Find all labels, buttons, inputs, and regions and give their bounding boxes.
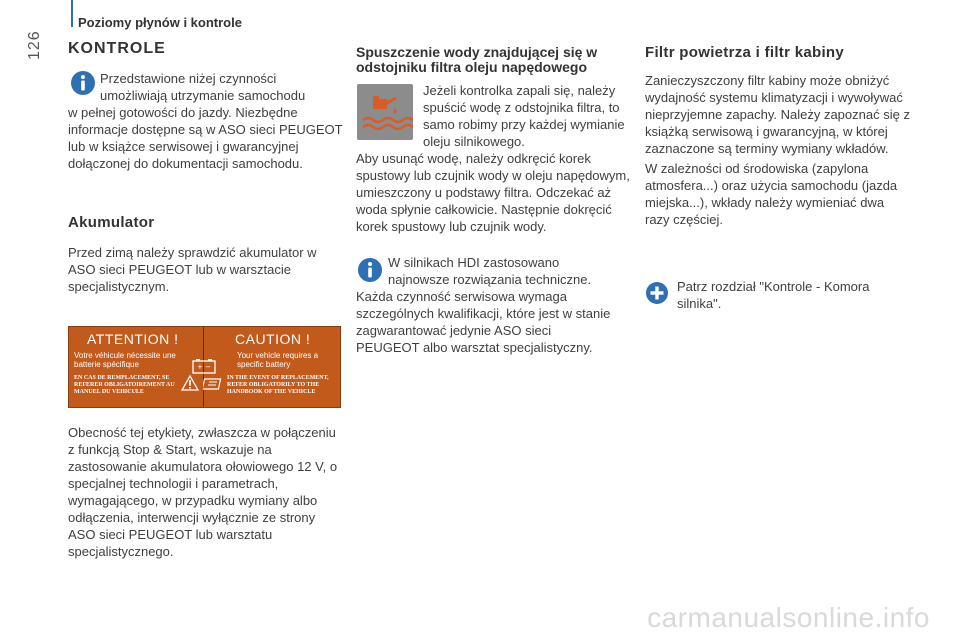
- label-attention: ATTENTION !: [87, 331, 179, 347]
- kontrole-title: KONTROLE: [68, 40, 166, 57]
- intro-text-rest: w pełnej gotowości do jazdy. Niezbędne informacje dostępne są w ASO sieci PEUGEOT lub w książce serwisowej i gwarancyjnej dołączonej do dokumentacji samochodu.: [68, 105, 343, 171]
- water-in-diesel-icon: [357, 84, 413, 140]
- hdi-text-rest: Każda czynność serwisowa wymaga szczególnych kwalifikacji, które jest w stanie zagwarantować jedynie ASO sieci PEUGEOT albo warsztat specjalistyczny.: [356, 289, 611, 355]
- water-in-diesel-warning-image: [357, 84, 413, 140]
- info-icon: [357, 257, 383, 283]
- label-caution: CAUTION !: [235, 331, 311, 347]
- label-explanation-text: Obecność tej etykiety, zwłaszcza w połączeniu z funkcją Stop & Start, wskazuje na zastosowanie akumulatora ołowiowego 12 V, o specjalnej technologii i parametrach, wymagającego, w przypadku wymiany albo odłączenia, interwencji wyłącznie ze strony ASO sieci PEUGEOT lub warsztatu specjalistycznego.: [68, 425, 338, 559]
- plus-icon: [645, 281, 669, 305]
- watermark: carmanualsonline.info: [647, 602, 930, 633]
- label-fr-sub: Votre véhicule nécessite une batterie spécifique: [74, 351, 176, 369]
- column-kontrole: [68, 40, 343, 58]
- air-filter-text-2: W zależności od środowiska (zapylona atmosfera...) oraz użycia samochodu (jazda miejska...), wkłady należy wymieniać dwa razy częściej.: [645, 161, 898, 227]
- label-fr-small: EN CAS DE REMPLACEMENT, SE REFERER OBLIGATOIREMENT AU MANUEL DU VEHICULE: [74, 375, 175, 395]
- section-header: Poziomy płynów i kontrole: [78, 15, 242, 30]
- battery-warning-label: [68, 326, 341, 408]
- air-filter-text-1: Zanieczyszczony filtr kabiny może obniżyć wydajność systemu klimatyzacji i wywoływać nieprzyjemne zapachy. Należy zapoznać się z książką serwisową i gwarancyjną, w której zaznaczone są terminy wymiany wkładów.: [645, 73, 910, 156]
- label-en-small: IN THE EVENT OF REPLACEMENT, REFER OBLIGATORILY TO THE HANDBOOK OF THE VEHICLE: [227, 375, 329, 395]
- drain-instructions: Aby usunąć wodę, należy odkręcić korek spustowy lub czujnik wody w oleju napędowym, umieszczony u podstawy filtra. Odczekać aż woda spłynie całkowicie. Następnie dokręcić korek spustowy lub czujnik wody.: [356, 151, 630, 234]
- intro-text-start: Przedstawione niżej czynności umożliwiają utrzymanie samochodu: [100, 71, 306, 103]
- see-chapter-text: Patrz rozdział "Kontrole - Komora silnika".: [677, 279, 870, 311]
- label-en-sub: Your vehicle requires a specific battery: [237, 351, 319, 369]
- hdi-text-start: W silnikach HDI zastosowano najnowsze rozwiązania techniczne.: [388, 255, 592, 287]
- water-drain-title: Spuszczenie wody znajdującej się w odstojniku filtra oleju napędowego: [356, 44, 598, 75]
- battery-icon: [191, 357, 217, 375]
- warning-triangle-icon: [181, 375, 199, 391]
- info-icon: [70, 70, 96, 96]
- battery-text: Przed zimą należy sprawdzić akumulator w ASO sieci PEUGEOT lub w warsztacie specjalistycznym.: [68, 245, 317, 294]
- warning-text: Jeżeli kontrolka zapali się, należy spuścić wodę z odstojnika filtra, to samo robimy przy każdej wymianie oleju silnikowego.: [423, 83, 625, 149]
- svg-text:+ −: + −: [197, 363, 211, 371]
- air-filter-title: Filtr powietrza i filtr kabiny: [645, 44, 845, 61]
- battery-title: Akumulator: [68, 214, 155, 231]
- header-rule: [71, 0, 73, 27]
- page-number: 126: [26, 30, 43, 60]
- manual-book-icon: [203, 377, 223, 391]
